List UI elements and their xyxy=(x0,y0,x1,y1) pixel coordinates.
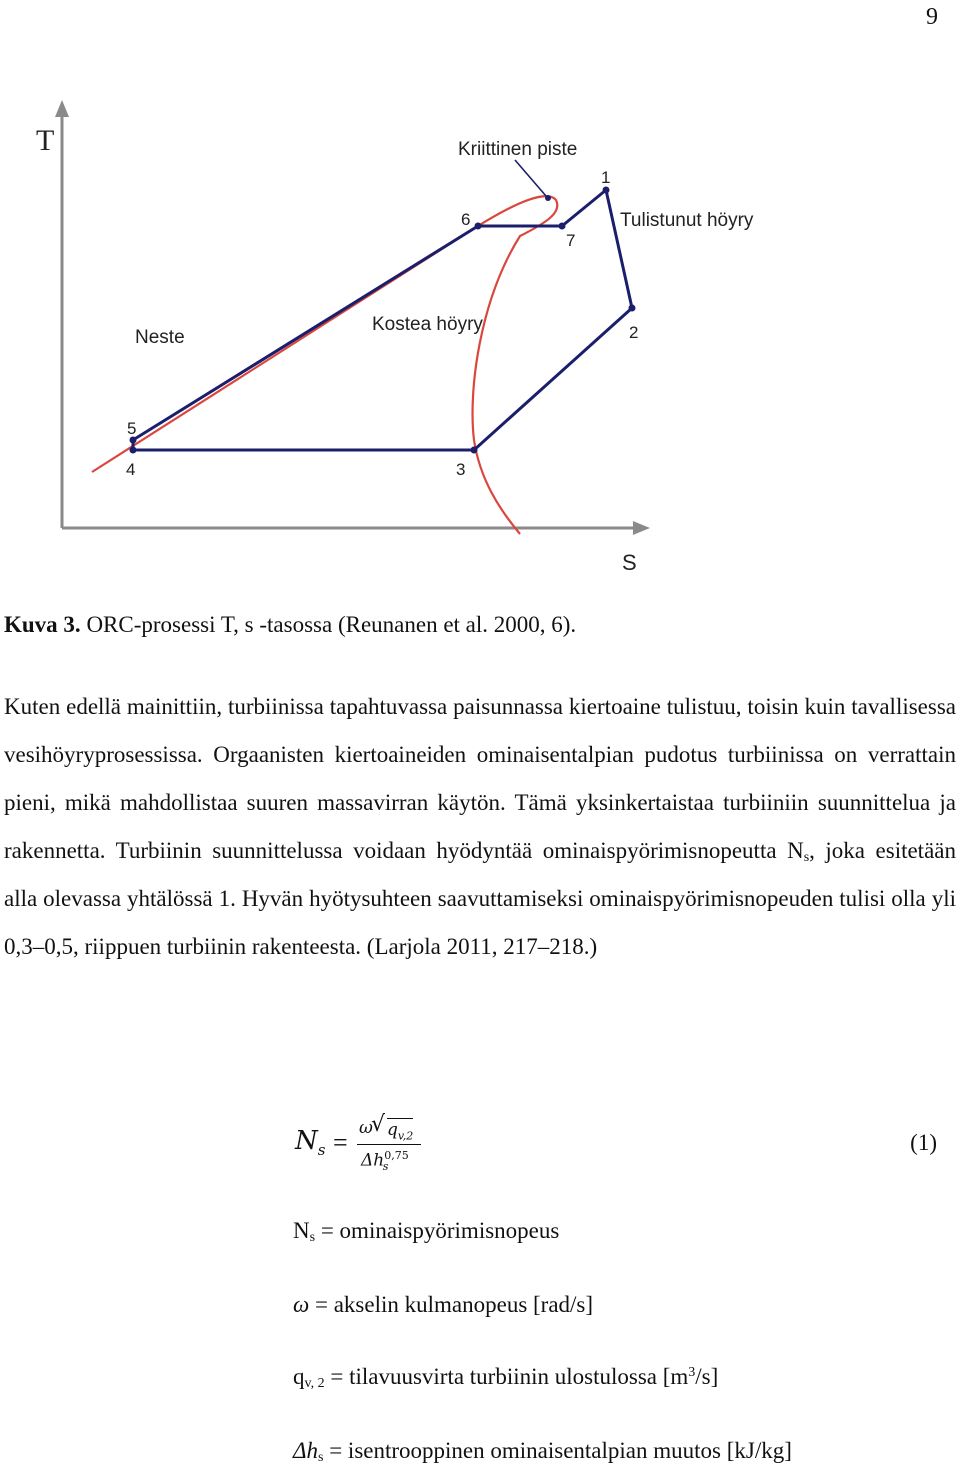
definition-ns xyxy=(293,1218,559,1244)
radicand xyxy=(387,1118,413,1142)
definition-superscript: 3 xyxy=(688,1365,696,1380)
definition-omega xyxy=(293,1292,593,1318)
definition-text-end: /s] xyxy=(695,1364,719,1389)
t-axis-arrow xyxy=(55,100,69,117)
point-label-5: 5 xyxy=(127,419,137,438)
equation-lhs-symbol: N xyxy=(295,1126,318,1156)
point-4 xyxy=(130,447,137,454)
definition-text: = isentrooppinen ominaisentalpian muutos [kJ/kg] xyxy=(323,1438,792,1463)
point-label-1: 1 xyxy=(601,168,611,187)
definition-symbol: Δh xyxy=(293,1438,318,1463)
s-axis-label: S xyxy=(622,550,637,575)
point-1 xyxy=(603,187,610,194)
definition-subscript: v, 2 xyxy=(304,1376,325,1391)
definition-symbol: N xyxy=(293,1218,310,1243)
fraction-denominator xyxy=(357,1145,421,1173)
ts-diagram xyxy=(0,80,960,580)
equation-number: (1) xyxy=(910,1130,937,1155)
definition-subscript: s xyxy=(318,1450,324,1465)
radicand-symbol: q xyxy=(387,1120,398,1140)
point-2 xyxy=(629,305,636,312)
caption-label: Kuva 3. xyxy=(4,612,81,637)
point-label-7: 7 xyxy=(566,231,576,250)
point-6 xyxy=(475,223,482,230)
definition-subscript: s xyxy=(309,1230,316,1245)
sqrt-icon: √ xyxy=(371,1112,386,1137)
s-axis-arrow xyxy=(633,521,650,535)
superheated-vapor-label: Tulistunut höyry xyxy=(620,210,754,231)
radicand-subscript: v,2 xyxy=(397,1129,414,1143)
equation-equals: = xyxy=(333,1128,348,1157)
definition-symbol: ω xyxy=(293,1292,310,1317)
denominator-exponent: 0,75 xyxy=(384,1149,409,1162)
point-7 xyxy=(559,223,566,230)
definition-text: = akselin kulmanopeus [rad/s] xyxy=(309,1292,594,1317)
liquid-label: Neste xyxy=(135,327,185,348)
equation-1 xyxy=(295,1112,955,1182)
saturation-curve xyxy=(92,196,557,534)
equation-lhs xyxy=(295,1126,325,1159)
figure-caption xyxy=(4,612,576,638)
equation-fraction xyxy=(357,1112,421,1173)
denominator-subscript: s xyxy=(382,1160,389,1174)
t-axis-label: T xyxy=(36,124,55,157)
equation-lhs-subscript: s xyxy=(317,1141,326,1160)
paragraph-part-1: Kuten edellä mainittiin, turbiinissa tapahtuvassa paisunnassa kiertoaine tulistuu, toisin kuin tavallisessa vesihöyryprosessissa. Orgaanisten kiertoaineiden ominaisentalpian pudotus turbiinissa on verrattain pieni, mikä mahdollistaa suuren massavirran käytön. Tämä yksinkertaistaa turbiiniin suunnittelua ja rakennetta. Turbiinin suunnittelussa voidaan hyödyntää ominaispyörimisnopeutta N xyxy=(4,694,956,863)
point-label-6: 6 xyxy=(461,210,471,229)
axes xyxy=(55,100,650,535)
caption-text: ORC-prosessi T, s -tasossa (Reunanen et al. 2000, 6). xyxy=(80,612,577,637)
definition-delta-hs xyxy=(293,1438,792,1464)
paragraph-part-2: , joka esitetään alla olevassa yhtälössä 1. Hyvän hyötysuhteen saavuttamiseksi ominaispyörimisnopeuden tulisi olla yli 0,3–0,5, riippuen turbiinin rakenteesta. (Larjola 2011, 217–218.) xyxy=(4,838,956,959)
point-label-3: 3 xyxy=(456,460,466,479)
definition-qv2 xyxy=(293,1364,718,1390)
body-paragraph xyxy=(4,683,956,971)
denominator-symbol: Δh xyxy=(361,1150,385,1171)
definition-text: = ominaispyörimisnopeus xyxy=(315,1218,560,1243)
wet-vapor-label: Kostea höyry xyxy=(372,314,483,335)
point-label-4: 4 xyxy=(126,460,136,479)
fraction-numerator xyxy=(357,1112,421,1143)
definition-symbol: q xyxy=(293,1364,305,1389)
critical-point-pointer xyxy=(515,160,546,196)
critical-point-label: Kriittinen piste xyxy=(458,139,578,160)
definition-text: = tilavuusvirta turbiinin ulostulossa [m xyxy=(324,1364,689,1389)
point-3 xyxy=(471,447,478,454)
ts-diagram-figure xyxy=(0,80,960,580)
omega-symbol: ω xyxy=(359,1118,373,1138)
point-label-2: 2 xyxy=(629,323,639,342)
paragraph-subscript: s xyxy=(803,850,810,865)
page-number: 9 xyxy=(926,4,938,30)
